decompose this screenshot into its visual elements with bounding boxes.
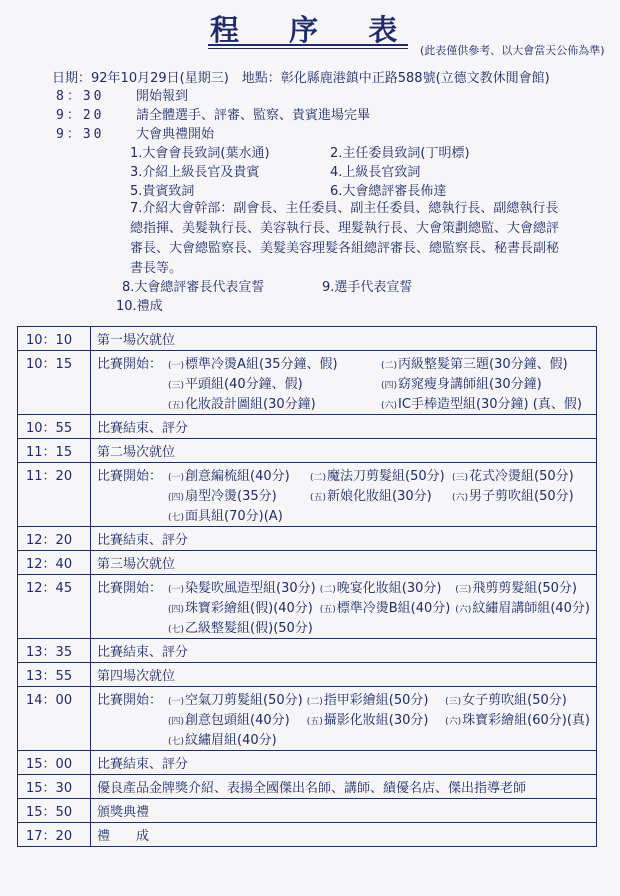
event-item: (六)IC手棒造型組(30分鐘) (真、假) (381, 397, 582, 412)
event-item: (一)標準冷燙A組(35分鐘、假) (168, 357, 338, 372)
table-row (18, 415, 597, 439)
row-time: 12：45 (18, 575, 91, 639)
ceremony-item: 5.貴賓致詞 (130, 184, 195, 199)
ceremony-item: 4.上級長官致詞 (330, 165, 421, 180)
event-item: (三)平頭組(40分鐘、假) (168, 377, 303, 392)
event-item: (三)花式冷燙組(50分) (452, 469, 574, 484)
event-item: (二)晚宴化妝組(30分) (319, 581, 442, 596)
event-item: (五)新娘化妝組(30分) (310, 489, 432, 504)
row-time: 11：20 (18, 463, 91, 527)
row-text: 比賽結束、評分 (91, 527, 597, 551)
ceremony-item: 9.選手代表宣誓 (322, 280, 413, 295)
row-text: 第二場次就位 (91, 439, 597, 463)
row-time: 10：15 (18, 351, 91, 415)
table-row (18, 327, 597, 351)
event-item: (四)珠寶彩繪組(假)(40分) (168, 601, 313, 616)
event-item: (三)飛剪剪髮組(50分) (455, 581, 577, 596)
event-item: (五)標準冷燙B組(40分) (319, 601, 451, 616)
table-row (18, 823, 597, 847)
table-row (18, 575, 597, 639)
event-date-location: 日期：92年10月29日(星期三) 地點：彰化縣鹿港鎮中正路588號(立德文教休閒會館) (52, 71, 550, 86)
event-item: (一)染髮吹風造型組(30分) (168, 581, 316, 596)
row-time: 12：40 (18, 551, 91, 575)
event-item: (四)創意包頭組(40分) (168, 713, 290, 728)
table-row (18, 439, 597, 463)
event-item: (二)魔法刀剪髮組(50分) (310, 469, 445, 484)
row-text: 優良產品金牌獎介紹、表揚全國傑出名師、講師、績優名店、傑出指導老師 (91, 775, 597, 799)
event-item: (六)紋繡眉講師組(40分) (455, 601, 590, 616)
event-item: (二)丙級整髮第三題(30分鐘、假) (381, 357, 568, 372)
row-text: 比賽結束、評分 (91, 751, 597, 775)
ceremony-item: 8.大會總評審長代表宣誓 (122, 280, 265, 295)
page-title: 程 序 表 (210, 13, 418, 47)
title-underline-thin (208, 48, 408, 49)
schedule-desc: 開始報到 (136, 89, 189, 104)
row-time: 13：55 (18, 663, 91, 687)
table-row (18, 527, 597, 551)
event-item: (二)指甲彩繪組(50分) (306, 693, 429, 708)
event-item: (三)女子剪吹組(50分) (445, 693, 567, 708)
row-text: 頒獎典禮 (91, 799, 597, 823)
event-item: (七)乙級整髮組(假)(50分) (168, 621, 313, 636)
event-item: (七)紋繡眉組(40分) (168, 733, 277, 748)
schedule-desc: 請全體選手、評審、監察、貴賓進場完畢 (136, 108, 371, 123)
row-competition (91, 687, 597, 751)
disclaimer-note: (此表僅供參考、以大會當天公佈為準) (420, 44, 605, 57)
row-time: 13：35 (18, 639, 91, 663)
table-row (18, 775, 597, 799)
event-item: (五)化妝設計圖組(30分鐘) (168, 397, 316, 412)
competition-label: 比賽開始： (97, 469, 163, 484)
row-competition (91, 575, 597, 639)
schedule-time: 8：30 (56, 89, 105, 104)
ceremony-item: 3.介紹上級長官及貴賓 (130, 165, 260, 180)
table-row (18, 751, 597, 775)
row-text: 第四場次就位 (91, 663, 597, 687)
ceremony-item: 7.介紹大會幹部：副會長、主任委員、副主任委員、總執行長、副總執行長總指揮、美髮執行長、美容執行長、理髮執行長、大會策劃總監、大會總評審長、大會總監察長、美髮美容理髮各組總評審長、總監察長、秘書長副秘書長等。 (130, 201, 560, 276)
row-time: 15：50 (18, 799, 91, 823)
event-item: (七)面具組(70分)(A) (168, 509, 283, 524)
ceremony-item: 2.主任委員致詞(丁明標) (330, 146, 470, 161)
ceremony-item: 10.禮成 (116, 299, 163, 314)
ceremony-item: 6.大會總評審長佈達 (330, 184, 447, 199)
row-competition (91, 463, 597, 527)
row-time: 15：30 (18, 775, 91, 799)
table-row (18, 639, 597, 663)
event-item: (五)攝影化妝組(30分) (306, 713, 429, 728)
row-time: 10：10 (18, 327, 91, 351)
program-table (17, 326, 597, 847)
event-item: (六)男子剪吹組(50分) (452, 489, 574, 504)
schedule-desc: 大會典禮開始 (136, 127, 215, 142)
row-text: 第三場次就位 (91, 551, 597, 575)
row-text: 第一場次就位 (91, 327, 597, 351)
event-item: (四)窈窕瘦身講師組(30分鐘) (381, 377, 542, 392)
table-row (18, 799, 597, 823)
row-text: 比賽結束、評分 (91, 415, 597, 439)
competition-label: 比賽開始： (97, 693, 163, 708)
event-item: (六)珠寶彩繪組(60分)(真) (445, 713, 590, 728)
event-item: (一)空氣刀剪髮組(50分) (168, 693, 303, 708)
ceremony-item: 1.大會會長致詞(葉水通) (130, 146, 270, 161)
competition-label: 比賽開始： (97, 581, 163, 596)
schedule-time: 9：30 (56, 127, 105, 142)
table-row (18, 351, 597, 415)
row-time: 12：20 (18, 527, 91, 551)
row-time: 11：15 (18, 439, 91, 463)
table-row (18, 463, 597, 527)
row-time: 14：00 (18, 687, 91, 751)
table-row (18, 687, 597, 751)
title-underline (208, 44, 408, 46)
row-time: 15：00 (18, 751, 91, 775)
table-row (18, 663, 597, 687)
row-competition (91, 351, 597, 415)
event-item: (四)扇型冷燙(35分) (168, 489, 277, 504)
competition-label: 比賽開始： (97, 357, 163, 372)
schedule-time: 9：20 (56, 108, 105, 123)
table-row (18, 551, 597, 575)
row-time: 10：55 (18, 415, 91, 439)
row-text: 禮 成 (91, 823, 597, 847)
row-time: 17：20 (18, 823, 91, 847)
row-text: 比賽結束、評分 (91, 639, 597, 663)
event-item: (一)創意編梳組(40分) (168, 469, 290, 484)
